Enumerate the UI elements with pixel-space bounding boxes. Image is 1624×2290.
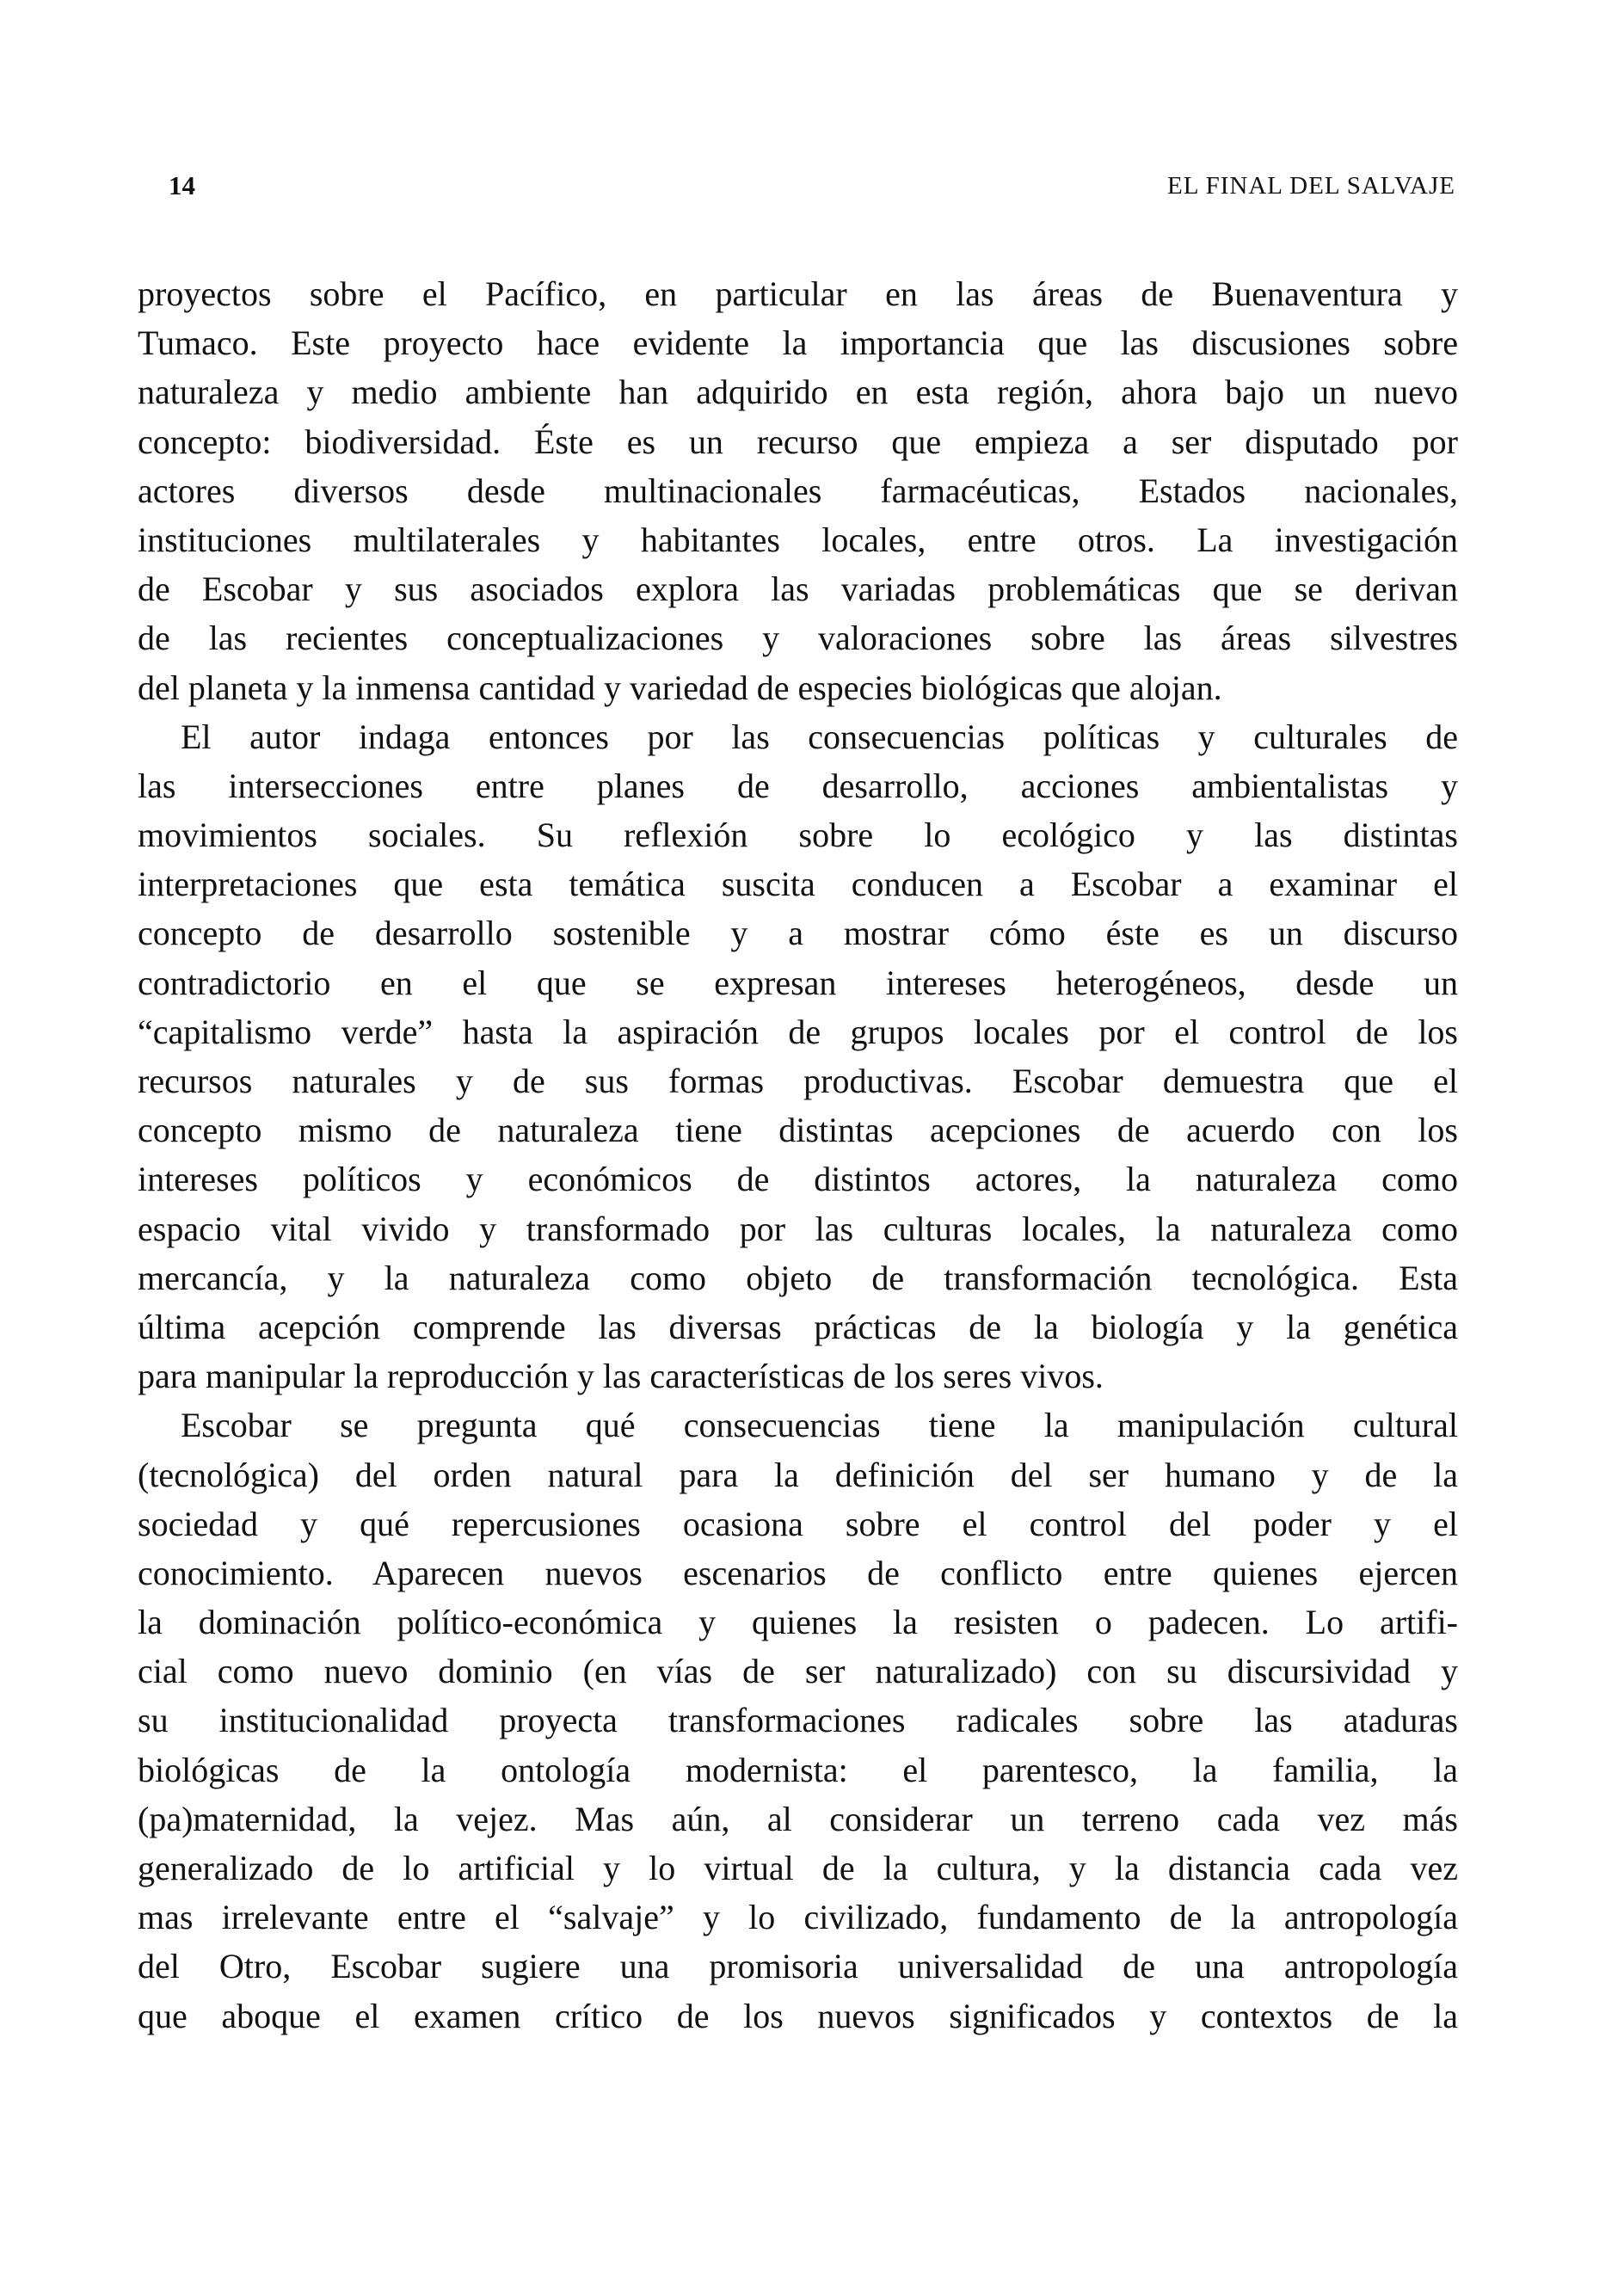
text-line: instituciones multilaterales y habitantes locales, entre otros. La investigación: [138, 520, 1458, 559]
text-line: espacio vital vivido y transformado por las culturas locales, la naturaleza como: [138, 1209, 1458, 1248]
running-title: EL FINAL DEL SALVAJE: [1167, 172, 1455, 200]
body-text: [138, 269, 1458, 2041]
running-header: [169, 169, 1455, 203]
text-line: intereses políticos y económicos de distintos actores, la naturaleza como: [138, 1160, 1458, 1199]
text-line: que aboque el examen crítico de los nuevos significados y contextos de la: [138, 1996, 1458, 2035]
text-line: conocimiento. Aparecen nuevos escenarios de conflicto entre quienes ejercen: [138, 1553, 1458, 1592]
text-line: su institucionalidad proyecta transformaciones radicales sobre las ataduras: [138, 1701, 1458, 1740]
paragraph: [138, 712, 1458, 1401]
text-line: El autor indaga entonces por las consecuencias políticas y culturales de: [181, 717, 1458, 756]
text-line: proyectos sobre el Pacífico, en particular en las áreas de Buenaventura y: [138, 274, 1458, 313]
text-line: (tecnológica) del orden natural para la definición del ser humano y de la: [138, 1455, 1458, 1494]
text-line: movimientos sociales. Su reflexión sobre lo ecológico y las distintas: [138, 816, 1458, 855]
text-line: del Otro, Escobar sugiere una promisoria universalidad de una antropología: [138, 1947, 1458, 1986]
page-number: 14: [169, 170, 195, 200]
text-line: generalizado de lo artificial y lo virtual de la cultura, y la distancia cada vez: [138, 1849, 1458, 1887]
text-line: cial como nuevo dominio (en vías de ser naturalizado) con su discursividad y: [138, 1652, 1458, 1691]
text-line: interpretaciones que esta temática suscita conducen a Escobar a examinar el: [138, 865, 1458, 904]
text-line: (pa)maternidad, la vejez. Mas aún, al considerar un terreno cada vez más: [138, 1799, 1458, 1838]
text-line: la dominación político-económica y quienes la resisten o padecen. Lo artifi-: [138, 1603, 1458, 1642]
paragraph: [138, 269, 1458, 712]
text-line: concepto mismo de naturaleza tiene distintas acepciones de acuerdo con los: [138, 1111, 1458, 1150]
text-line: concepto: biodiversidad. Éste es un recurso que empieza a ser disputado por: [138, 422, 1458, 461]
text-line: concepto de desarrollo sostenible y a mostrar cómo éste es un discurso: [138, 914, 1458, 953]
text-line: de las recientes conceptualizaciones y valoraciones sobre las áreas silvestres: [138, 619, 1458, 658]
text-line: del planeta y la inmensa cantidad y variedad de especies biológicas que alojan.: [138, 668, 1222, 707]
text-line: biológicas de la ontología modernista: el parentesco, la familia, la: [138, 1750, 1458, 1789]
text-line: Escobar se pregunta qué consecuencias tiene la manipulación cultural: [181, 1406, 1458, 1445]
text-line: mas irrelevante entre el “salvaje” y lo civilizado, fundamento de la antropología: [138, 1898, 1458, 1937]
text-line: para manipular la reproducción y las características de los seres vivos.: [138, 1357, 1104, 1396]
text-line: contradictorio en el que se expresan intereses heterogéneos, desde un: [138, 963, 1458, 1002]
text-line: “capitalismo verde” hasta la aspiración de grupos locales por el control de los: [138, 1012, 1458, 1051]
text-line: mercancía, y la naturaleza como objeto de transformación tecnológica. Esta: [138, 1258, 1458, 1297]
text-line: última acepción comprende las diversas prácticas de la biología y la genética: [138, 1307, 1458, 1346]
text-line: las intersecciones entre planes de desarrollo, acciones ambientalistas y: [138, 766, 1458, 805]
paragraph: [138, 1400, 1458, 2040]
text-line: actores diversos desde multinacionales farmacéuticas, Estados nacionales,: [138, 471, 1458, 510]
text-line: sociedad y qué repercusiones ocasiona sobre el control del poder y el: [138, 1504, 1458, 1543]
text-line: recursos naturales y de sus formas productivas. Escobar demuestra que el: [138, 1062, 1458, 1100]
text-line: Tumaco. Este proyecto hace evidente la importancia que las discusiones sobre: [138, 323, 1458, 363]
text-line: naturaleza y medio ambiente han adquirido en esta región, ahora bajo un nuevo: [138, 372, 1458, 412]
text-line: de Escobar y sus asociados explora las variadas problemáticas que se derivan: [138, 569, 1458, 609]
